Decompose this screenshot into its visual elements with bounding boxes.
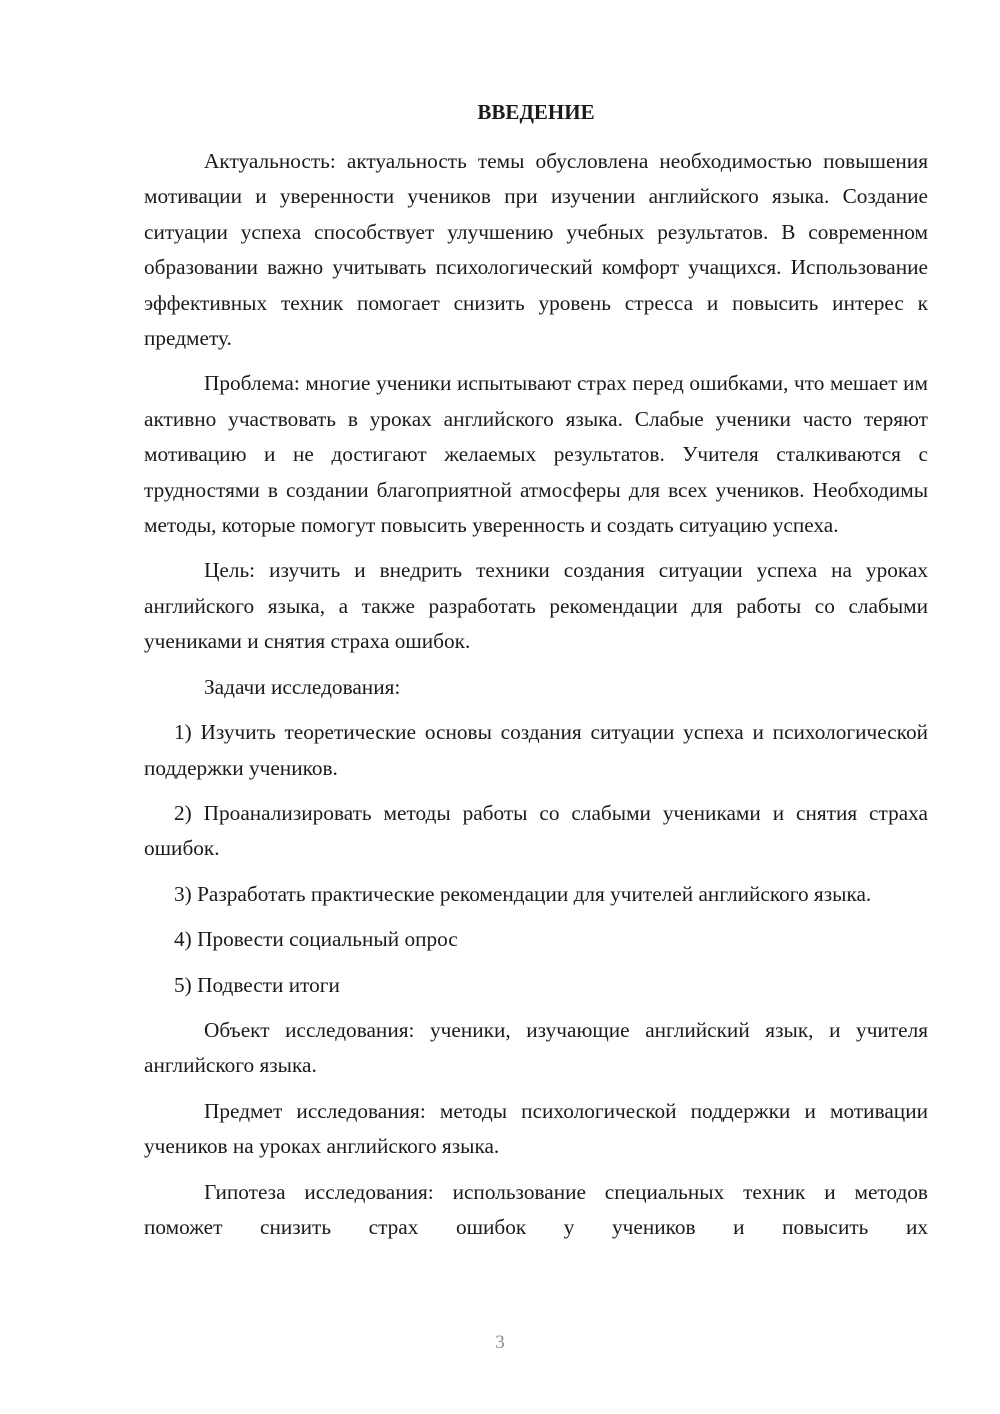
paragraph-object: Объект исследования: ученики, изучающие английский язык, и учителя английского языка. <box>144 1017 928 1078</box>
paragraph-subject: Предмет исследования: методы психологической поддержки и мотивации учеников на уроках английского языка. <box>144 1098 928 1159</box>
paragraph-tasks-heading: Задачи исследования: <box>204 674 401 699</box>
task-item-4: 4) Провести социальный опрос <box>174 927 458 952</box>
task-item-1: 1) Изучить теоретические основы создания ситуации успеха и психологической поддержки учеников. <box>144 720 928 780</box>
paragraph-relevance: Актуальность: актуальность темы обусловлена необходимостью повышения мотивации и уверенности учеников при изучении английского языка. Создание ситуации успеха способствует улучшению учебных результатов. В современном образовании важно учитывать психологический комфорт учащихся. Использование эффективных техник помогает снизить уровень стресса и повысить интерес к предмету. <box>144 149 928 351</box>
paragraph-problem: Проблема: многие ученики испытывают страх перед ошибками, что мешает им активно участвовать в уроках английского языка. Слабые ученики часто теряют мотивацию и не достигают желаемых результатов. Учителя сталкиваются с трудностями в создании благоприятной атмосферы для всех учеников. Необходимы методы, которые помогут повысить уверенность и создать ситуацию успеха. <box>144 371 928 538</box>
page-number: 3 <box>495 1332 505 1353</box>
section-title: ВВЕДЕНИЕ <box>477 100 595 124</box>
paragraph-hypothesis: Гипотеза исследования: использование специальных техник и методов поможет снизить страх ошибок у учеников и повысить их <box>144 1179 928 1239</box>
paragraph-goal: Цель: изучить и внедрить техники создания ситуации успеха на уроках английского языка, а также разработать рекомендации для работы со слабыми учениками и снятия страха ошибок. <box>144 558 928 654</box>
task-item-3: 3) Разработать практические рекомендации для учителей английского языка. <box>174 881 872 906</box>
task-item-5: 5) Подвести итоги <box>174 972 340 997</box>
task-item-2: 2) Проанализировать методы работы со слабыми учениками и снятия страха ошибок. <box>144 800 928 861</box>
document-body <box>144 144 928 1245</box>
